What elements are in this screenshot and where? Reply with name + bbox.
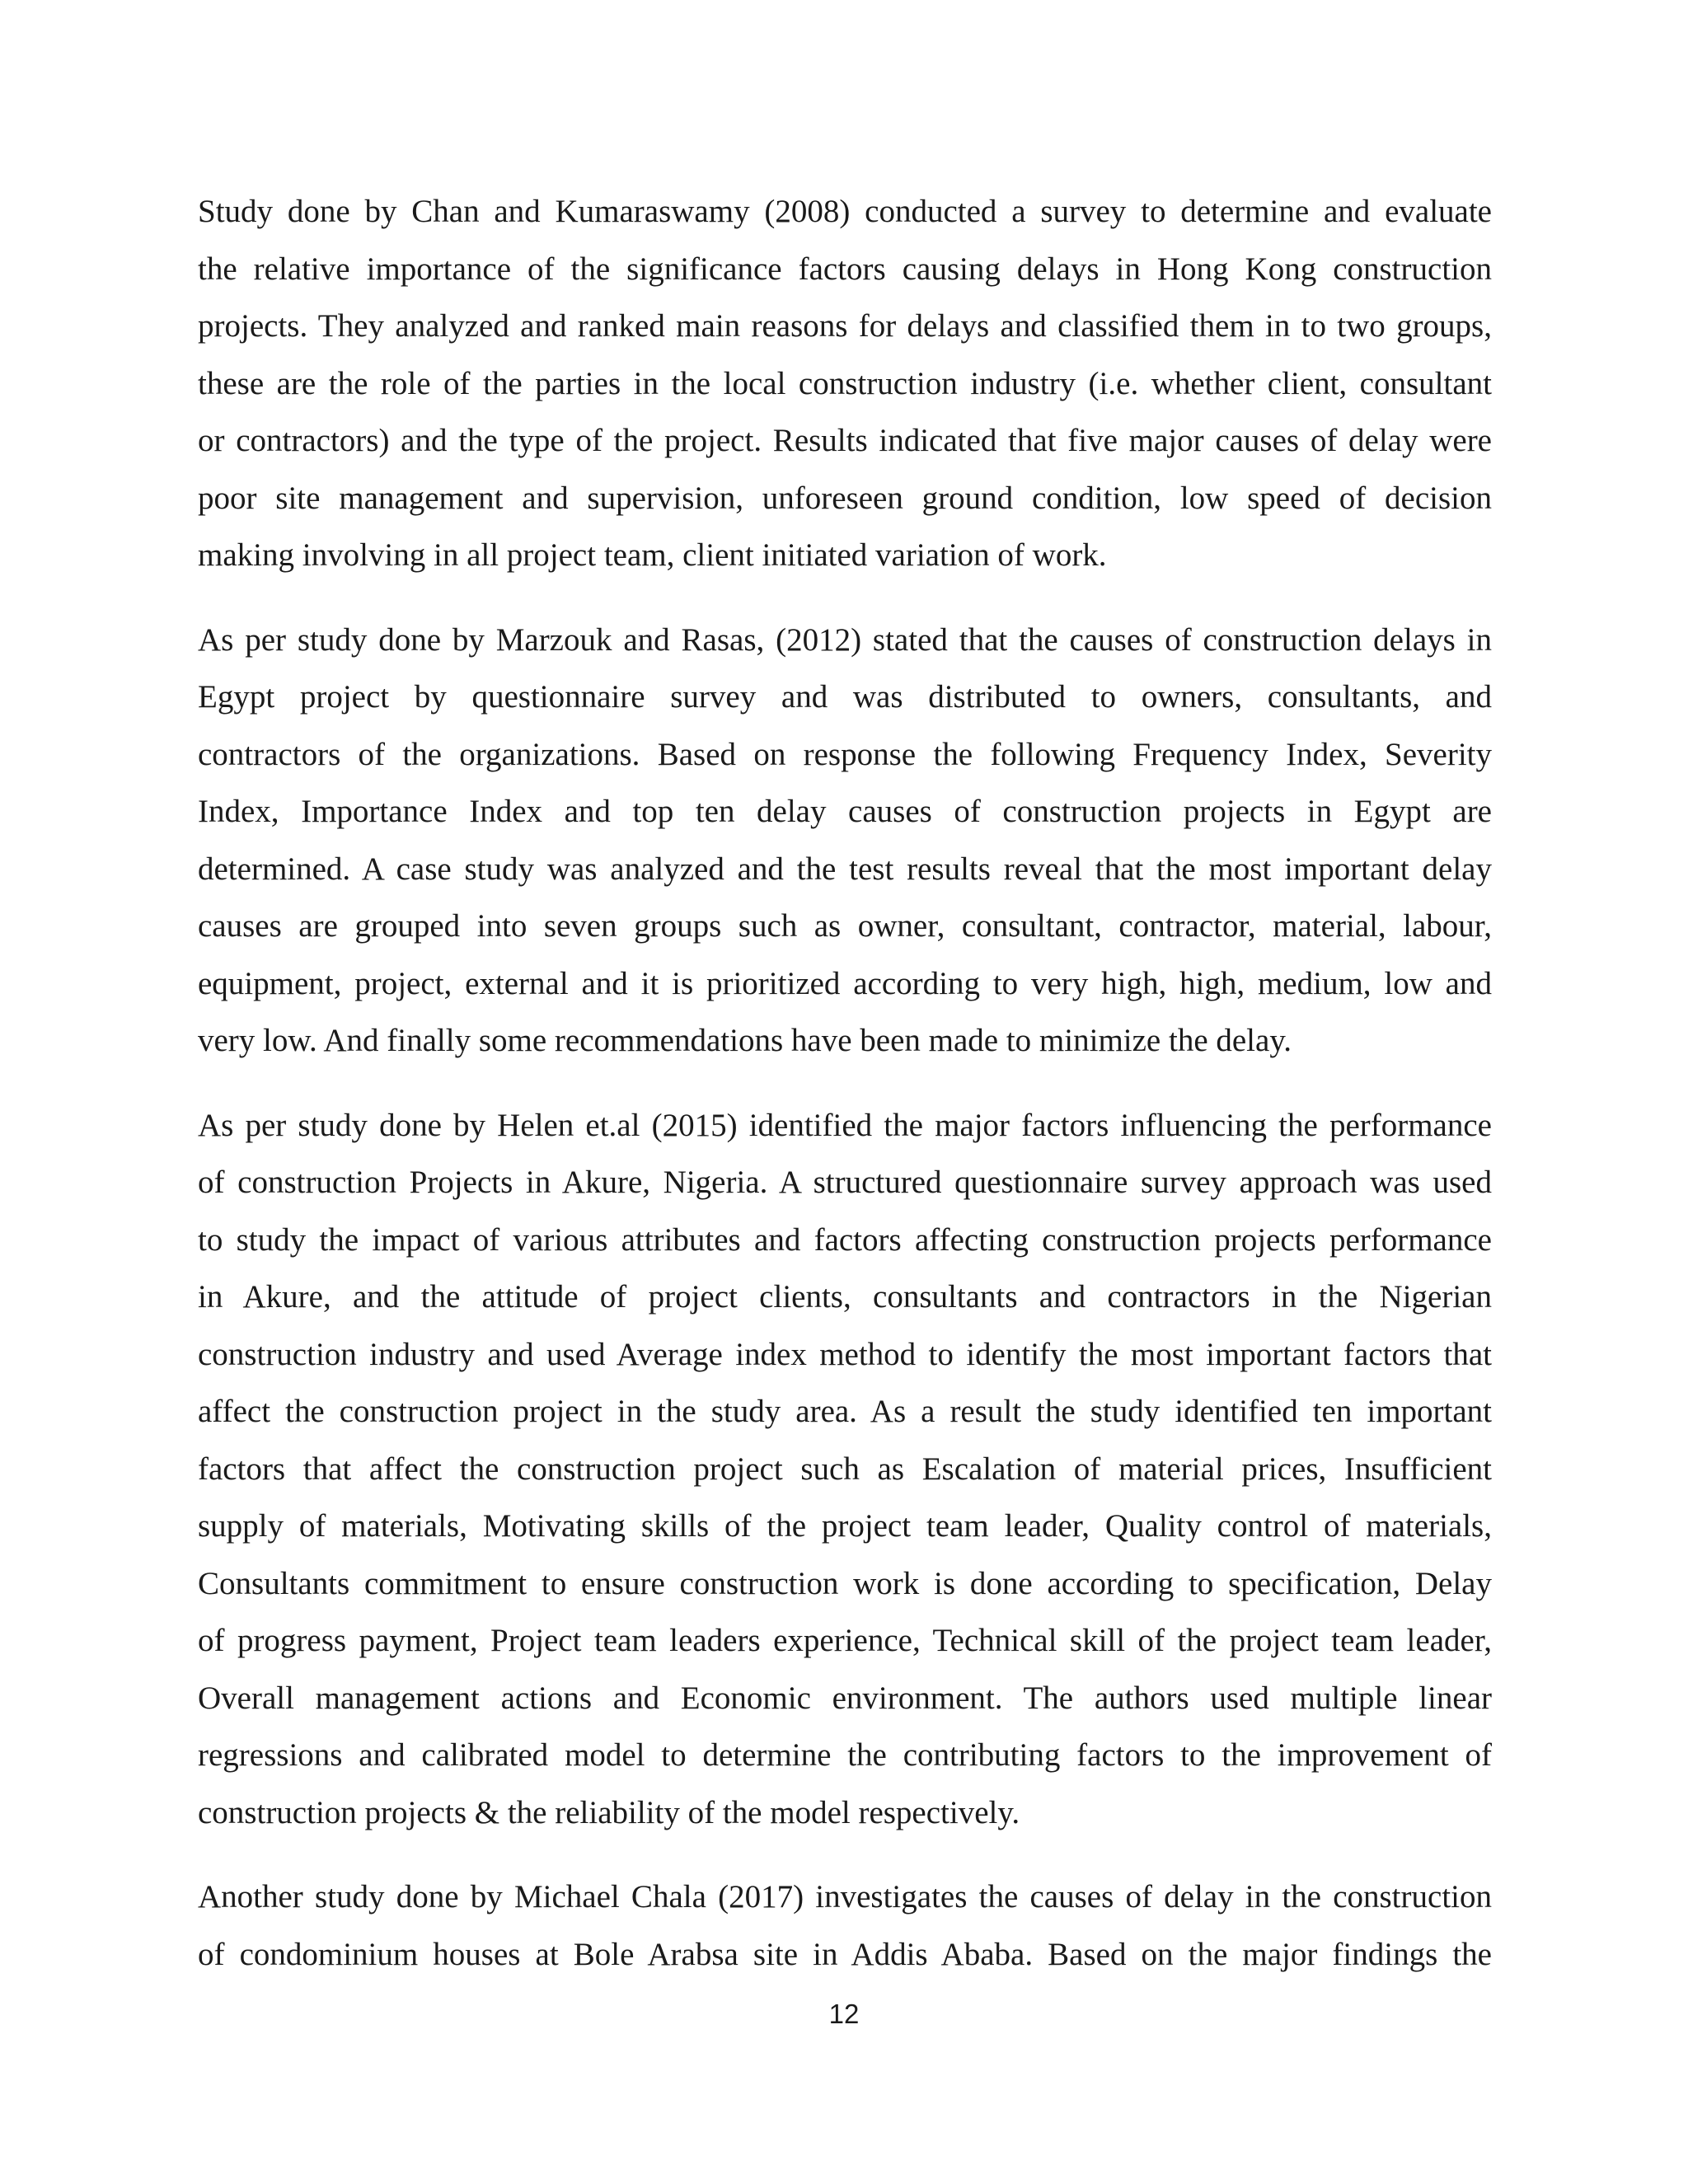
text-line: Overall management actions and Economic environment. The authors used multiple linear — [198, 1680, 1492, 1716]
page-number: 12 — [828, 1999, 860, 2029]
text-line: very low. And finally some recommendations have been made to minimize the delay. — [198, 1023, 1292, 1058]
text-line: poor site management and supervision, unforeseen ground condition, low speed of decision — [198, 480, 1492, 516]
text-line: of progress payment, Project team leaders experience, Technical skill of the project team leader, — [198, 1623, 1492, 1658]
text-line: As per study done by Helen et.al (2015) identified the major factors influencing the performance — [198, 1107, 1492, 1143]
text-line: projects. They analyzed and ranked main reasons for delays and classified them in to two groups, — [198, 308, 1492, 344]
text-line: of construction Projects in Akure, Nigeria. A structured questionnaire survey approach was used — [198, 1165, 1492, 1200]
text-line: Another study done by Michael Chala (2017) investigates the causes of delay in the construction — [198, 1879, 1492, 1915]
body-text — [198, 183, 1492, 2010]
text-line: to study the impact of various attributes and factors affecting construction projects performance — [198, 1221, 1492, 1258]
text-line: in Akure, and the attitude of project clients, consultants and contractors in the Nigerian — [198, 1279, 1492, 1315]
text-line: Consultants commitment to ensure construction work is done according to specification, Delay — [198, 1565, 1492, 1601]
paragraph-michael-chala — [198, 1868, 1492, 1983]
text-line: determined. A case study was analyzed and the test results reveal that the most important delay — [198, 851, 1492, 887]
text-line: causes are grouped into seven groups such as owner, consultant, contractor, material, labour, — [198, 908, 1492, 944]
paragraph-marzouk-rasas — [198, 612, 1492, 1070]
text-line: equipment, project, external and it is prioritized according to very high, high, medium, low and — [198, 965, 1492, 1001]
text-line: the relative importance of the significance factors causing delays in Hong Kong construction — [198, 251, 1492, 287]
text-line: Study done by Chan and Kumaraswamy (2008) conducted a survey to determine and evaluate — [198, 194, 1492, 229]
text-line: construction industry and used Average index method to identify the most important factors that — [198, 1336, 1492, 1372]
text-line: factors that affect the construction project such as Escalation of material prices, Insufficient — [198, 1451, 1492, 1487]
text-line: construction projects & the reliability of the model respectively. — [198, 1794, 1020, 1830]
text-line: affect the construction project in the study area. As a result the study identified ten important — [198, 1394, 1492, 1429]
text-line: these are the role of the parties in the local construction industry (i.e. whether client, consultant — [198, 365, 1492, 401]
text-line: of condominium houses at Bole Arabsa site in Addis Ababa. Based on the major findings the — [198, 1936, 1492, 1972]
text-line: supply of materials, Motivating skills of the project team leader, Quality control of materials, — [198, 1508, 1492, 1544]
text-line: Index, Importance Index and top ten delay causes of construction projects in Egypt are — [198, 794, 1492, 829]
text-line: making involving in all project team, client initiated variation of work. — [198, 537, 1107, 573]
text-line: Egypt project by questionnaire survey and was distributed to owners, consultants, and — [198, 679, 1492, 715]
text-line: As per study done by Marzouk and Rasas, (2012) stated that the causes of construction delays in — [198, 621, 1492, 658]
paragraph-helen-et-al — [198, 1097, 1492, 1842]
paragraph-chan-kumaraswamy — [198, 183, 1492, 584]
text-line: or contractors) and the type of the project. Results indicated that five major causes of delay were — [198, 423, 1492, 458]
text-line: regressions and calibrated model to determine the contributing factors to the improvement of — [198, 1737, 1492, 1773]
text-line: contractors of the organizations. Based on response the following Frequency Index, Severity — [198, 736, 1492, 772]
